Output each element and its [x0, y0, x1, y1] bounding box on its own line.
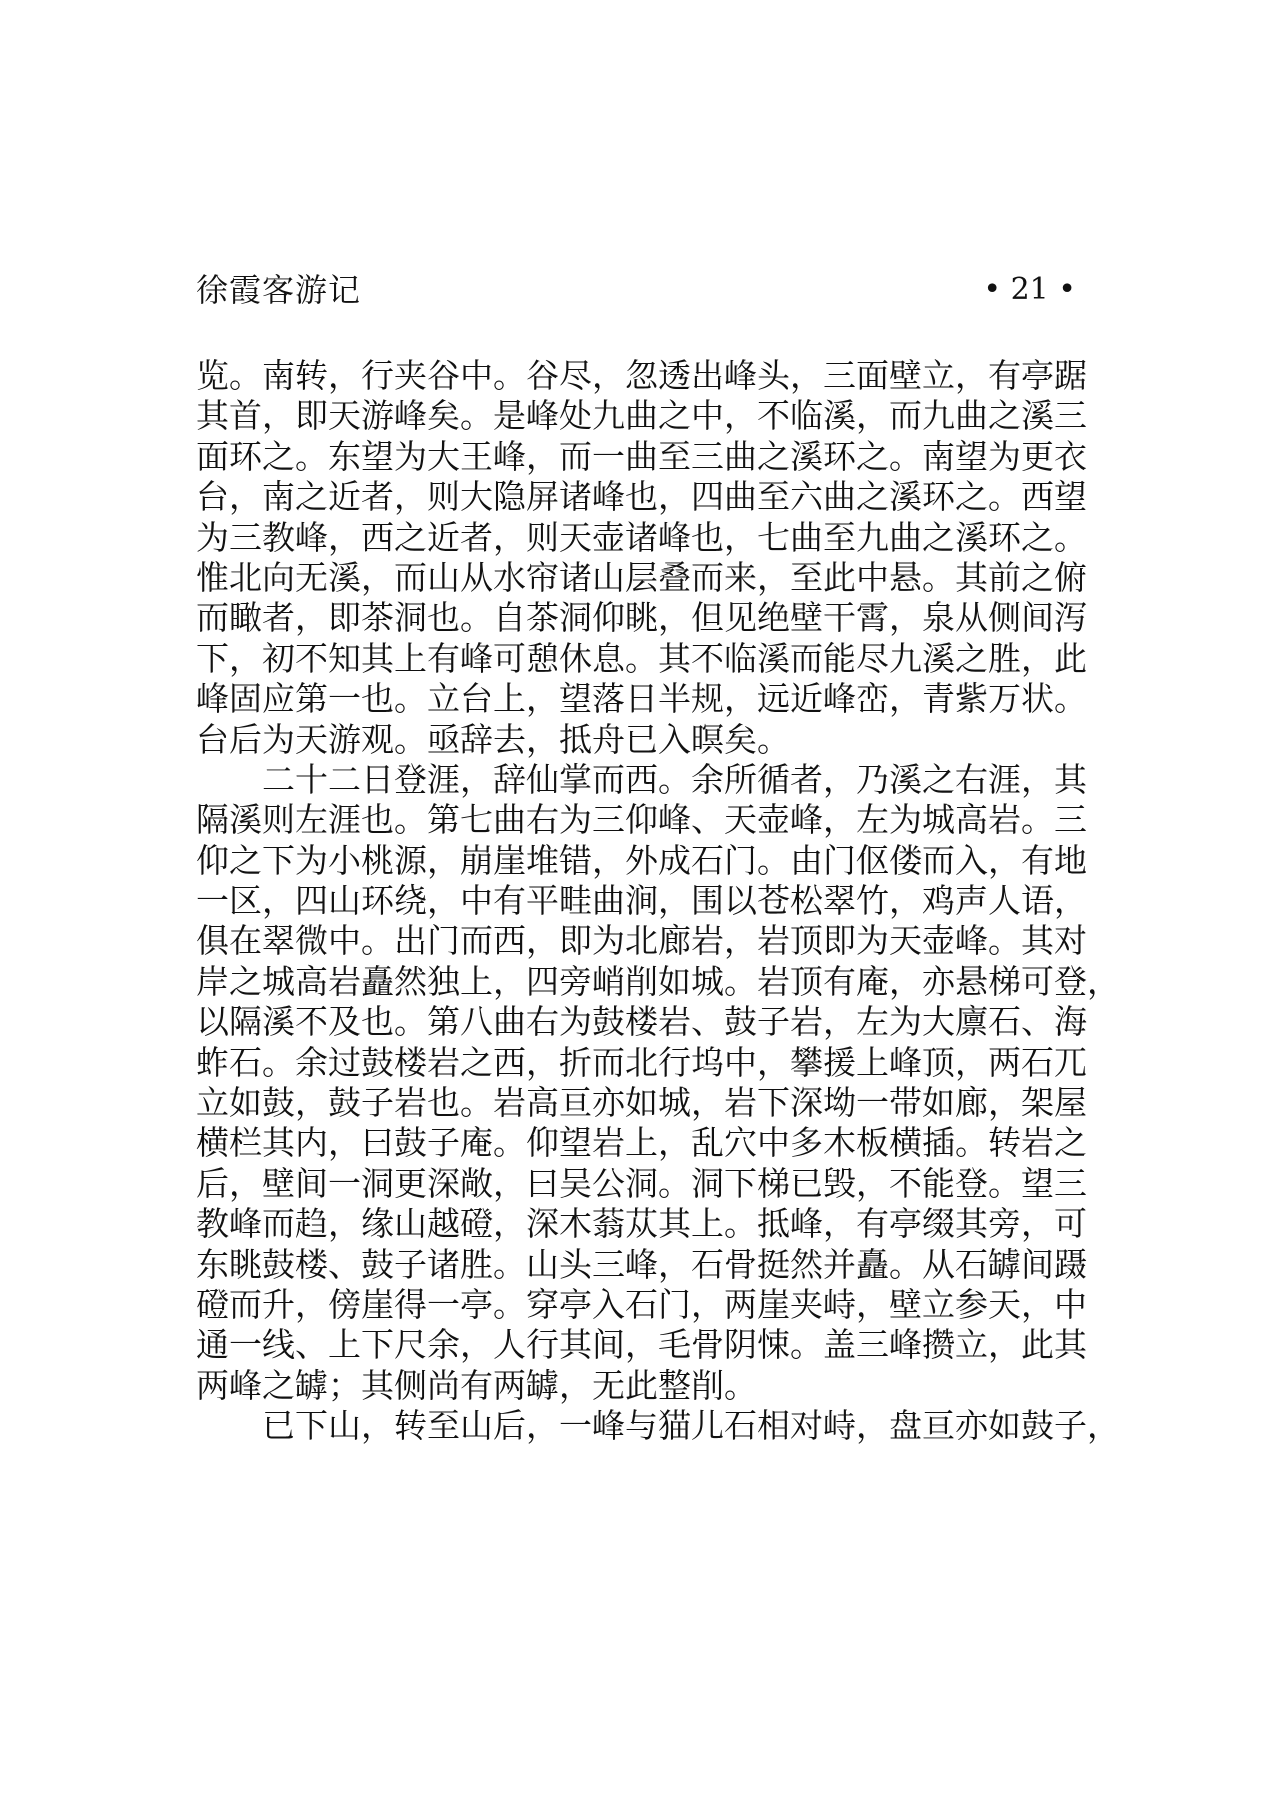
text-line: 蚱石。余过鼓楼岩之西，折而北行坞中，攀援上峰顶，两石兀 — [196, 1042, 1087, 1082]
text-line: 立如鼓，鼓子岩也。岩高亘亦如城，岩下深坳一带如廊，架屋 — [196, 1083, 1087, 1123]
text-line: 后，壁间一洞更深敞，曰吴公洞。洞下梯已毁，不能登。望三 — [196, 1163, 1087, 1203]
text-line: 其首，即天游峰矣。是峰处九曲之中，不临溪，而九曲之溪三 — [196, 396, 1087, 436]
text-line: 通一线、上下尺余，人行其间，毛骨阴悚。盖三峰攒立，此其 — [196, 1325, 1087, 1365]
text-line: 两峰之罅；其侧尚有两罅，无此整削。 — [196, 1365, 757, 1405]
text-line: 以隔溪不及也。第八曲右为鼓楼岩、鼓子岩，左为大廪石、海 — [196, 1002, 1087, 1042]
text-line: 览。南转，行夹谷中。谷尽，忽透出峰头，三面壁立，有亭踞 — [196, 356, 1087, 395]
book-title: 徐霞客游记 — [196, 271, 362, 309]
text-line: 台，南之近者，则大隐屏诸峰也，四曲至六曲之溪环之。西望 — [196, 477, 1087, 517]
text-line: 台后为天游观。亟辞去，抵舟已入暝矣。 — [196, 719, 790, 759]
paragraph-start-line: 二十二日登涯，辞仙掌而西。余所循者，乃溪之右涯，其 — [262, 759, 1087, 799]
text-line: 俱在翠微中。出门而西，即为北廊岩，岩顶即为天壶峰。其对 — [196, 921, 1087, 961]
page-number: • 21 • — [983, 272, 1076, 307]
text-line: 横栏其内，曰鼓子庵。仰望岩上，乱穴中多木板横插。转岩之 — [196, 1123, 1087, 1163]
text-line: 磴而升，傍崖得一亭。穿亭入石门，两崖夹峙，壁立参天，中 — [196, 1284, 1087, 1324]
body-text — [196, 356, 1120, 1447]
text-line: 为三教峰，西之近者，则天壶诸峰也，七曲至九曲之溪环之。 — [196, 517, 1087, 557]
page-header — [196, 266, 1076, 314]
text-line: 岸之城高岩矗然独上，四旁峭削如城。岩顶有庵，亦悬梯可登， — [196, 961, 1120, 1001]
text-line: 教峰而趋，缘山越磴，深木蓊苁其上。抵峰，有亭缀其旁，可 — [196, 1204, 1087, 1244]
text-line: 下，初不知其上有峰可憩休息。其不临溪而能尽九溪之胜，此 — [196, 638, 1087, 678]
text-line: 面环之。东望为大王峰，而一曲至三曲之溪环之。南望为更衣 — [196, 436, 1087, 476]
text-line: 而瞰者，即茶洞也。自茶洞仰眺，但见绝壁干霄，泉从侧间泻 — [196, 598, 1087, 638]
text-line: 峰固应第一也。立台上，望落日半规，远近峰峦，青紫万状。 — [196, 679, 1087, 719]
paragraph-start-line: 已下山，转至山后，一峰与猫儿石相对峙，盘亘亦如鼓子， — [262, 1406, 1120, 1446]
text-line: 一区，四山环绕，中有平畦曲涧，围以苍松翠竹，鸡声人语， — [196, 881, 1087, 921]
text-line: 东眺鼓楼、鼓子诸胜。山头三峰，石骨挺然并矗。从石罅间蹑 — [196, 1244, 1087, 1284]
text-line: 隔溪则左涯也。第七曲右为三仰峰、天壶峰，左为城高岩。三 — [196, 800, 1087, 840]
text-line: 惟北向无溪，而山从水帘诸山层叠而来，至此中悬。其前之俯 — [196, 557, 1087, 597]
text-line: 仰之下为小桃源，崩崖堆错，外成石门。由门伛偻而入，有地 — [196, 840, 1087, 880]
